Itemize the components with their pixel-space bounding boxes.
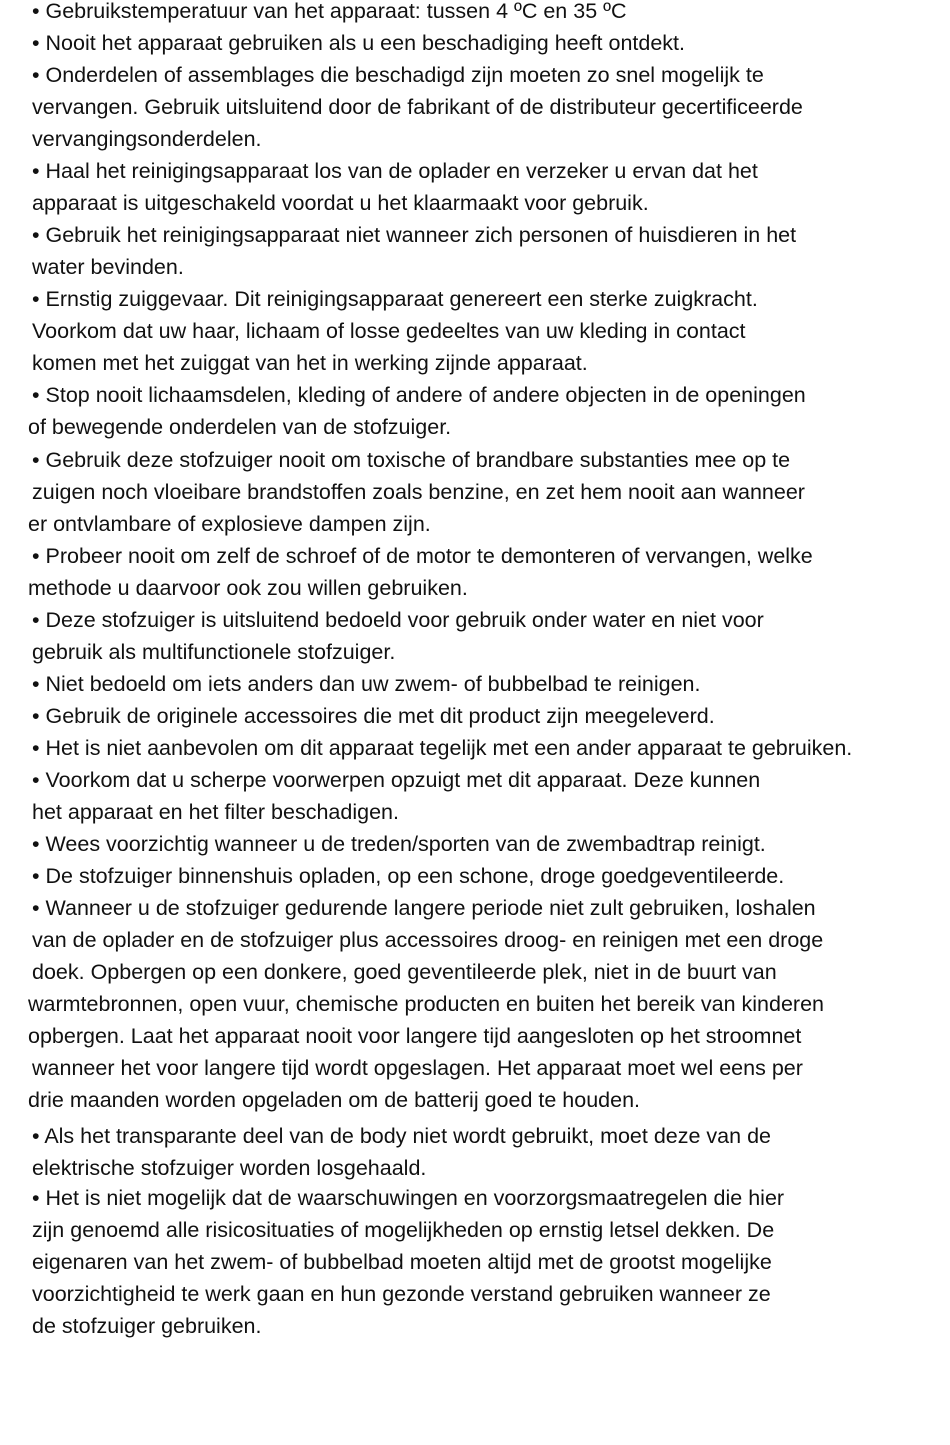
text-line: of bewegende onderdelen van de stofzuiger. [28, 415, 452, 439]
text-line: drie maanden worden opgeladen om de batterij goed te houden. [28, 1088, 641, 1112]
text-line: • Ernstig zuiggevaar. Dit reinigingsapparaat genereert een sterke zuigkracht. [32, 287, 758, 311]
text-line: apparaat is uitgeschakeld voordat u het klaarmaakt voor gebruik. [32, 191, 649, 215]
text-line: zuigen noch vloeibare brandstoffen zoals benzine, en zet hem nooit aan wanneer [32, 480, 805, 504]
text-line: gebruik als multifunctionele stofzuiger. [32, 640, 396, 664]
text-line: • Voorkom dat u scherpe voorwerpen opzuigt met dit apparaat. Deze kunnen [32, 768, 761, 792]
text-line: Voorkom dat uw haar, lichaam of losse gedeeltes van uw kleding in contact [32, 319, 746, 343]
text-line: het apparaat en het filter beschadigen. [32, 800, 399, 824]
text-line: zijn genoemd alle risicosituaties of mogelijkheden op ernstig letsel dekken. De [32, 1218, 775, 1242]
text-line: • Niet bedoeld om iets anders dan uw zwem- of bubbelbad te reinigen. [32, 672, 701, 696]
text-line: methode u daarvoor ook zou willen gebruiken. [28, 576, 468, 600]
text-line: • De stofzuiger binnenshuis opladen, op een schone, droge goedgeventileerde. [32, 864, 785, 888]
text-line: vervangingsonderdelen. [32, 127, 262, 151]
text-line: van de oplader en de stofzuiger plus accessoires droog- en reinigen met een droge [32, 928, 824, 952]
text-line: • Het is niet aanbevolen om dit apparaat tegelijk met een ander apparaat te gebruiken. [32, 736, 853, 760]
text-line: • Als het transparante deel van de body niet wordt gebruikt, moet deze van de [32, 1124, 771, 1148]
text-line: opbergen. Laat het apparaat nooit voor langere tijd aangesloten op het stroomnet [28, 1024, 802, 1048]
text-line: • Wanneer u de stofzuiger gedurende langere periode niet zult gebruiken, loshalen [32, 896, 816, 920]
text-line: • Wees voorzichtig wanneer u de treden/sporten van de zwembadtrap reinigt. [32, 832, 766, 856]
text-line: vervangen. Gebruik uitsluitend door de fabrikant of de distributeur gecertificeerde [32, 95, 803, 119]
text-line: • Haal het reinigingsapparaat los van de oplader en verzeker u ervan dat het [32, 159, 758, 183]
text-line: • Deze stofzuiger is uitsluitend bedoeld voor gebruik onder water en niet voor [32, 608, 764, 632]
text-line: • Gebruik het reinigingsapparaat niet wanneer zich personen of huisdieren in het [32, 223, 797, 247]
text-line: wanneer het voor langere tijd wordt opgeslagen. Het apparaat moet wel eens per [32, 1056, 803, 1080]
text-line: • Stop nooit lichaamsdelen, kleding of andere of andere objecten in de openingen [32, 383, 806, 407]
text-line: warmtebronnen, open vuur, chemische producten en buiten het bereik van kinderen [28, 992, 825, 1016]
text-line: • Probeer nooit om zelf de schroef of de motor te demonteren of vervangen, welke [32, 544, 813, 568]
text-line: elektrische stofzuiger worden losgehaald. [32, 1156, 427, 1180]
text-line: er ontvlambare of explosieve dampen zijn. [28, 512, 431, 536]
text-line: • Gebruikstemperatuur van het apparaat: tussen 4 ºC en 35 ºC [32, 0, 627, 23]
text-line: voorzichtigheid te werk gaan en hun gezonde verstand gebruiken wanneer ze [32, 1282, 771, 1306]
text-line: komen met het zuiggat van het in werking zijnde apparaat. [32, 351, 588, 375]
text-line: de stofzuiger gebruiken. [32, 1314, 262, 1338]
text-line: • Nooit het apparaat gebruiken als u een beschadiging heeft ontdekt. [32, 31, 685, 55]
text-line: • Gebruik de originele accessoires die met dit product zijn meegeleverd. [32, 704, 715, 728]
text-line: • Het is niet mogelijk dat de waarschuwingen en voorzorgsmaatregelen die hier [32, 1186, 785, 1210]
text-line: • Onderdelen of assemblages die beschadigd zijn moeten zo snel mogelijk te [32, 63, 764, 87]
text-line: • Gebruik deze stofzuiger nooit om toxische of brandbare substanties mee op te [32, 448, 791, 472]
text-line: water bevinden. [32, 255, 184, 279]
text-line: doek. Opbergen op een donkere, goed geventileerde plek, niet in de buurt van [32, 960, 777, 984]
text-line: eigenaren van het zwem- of bubbelbad moeten altijd met de grootst mogelijke [32, 1250, 772, 1274]
